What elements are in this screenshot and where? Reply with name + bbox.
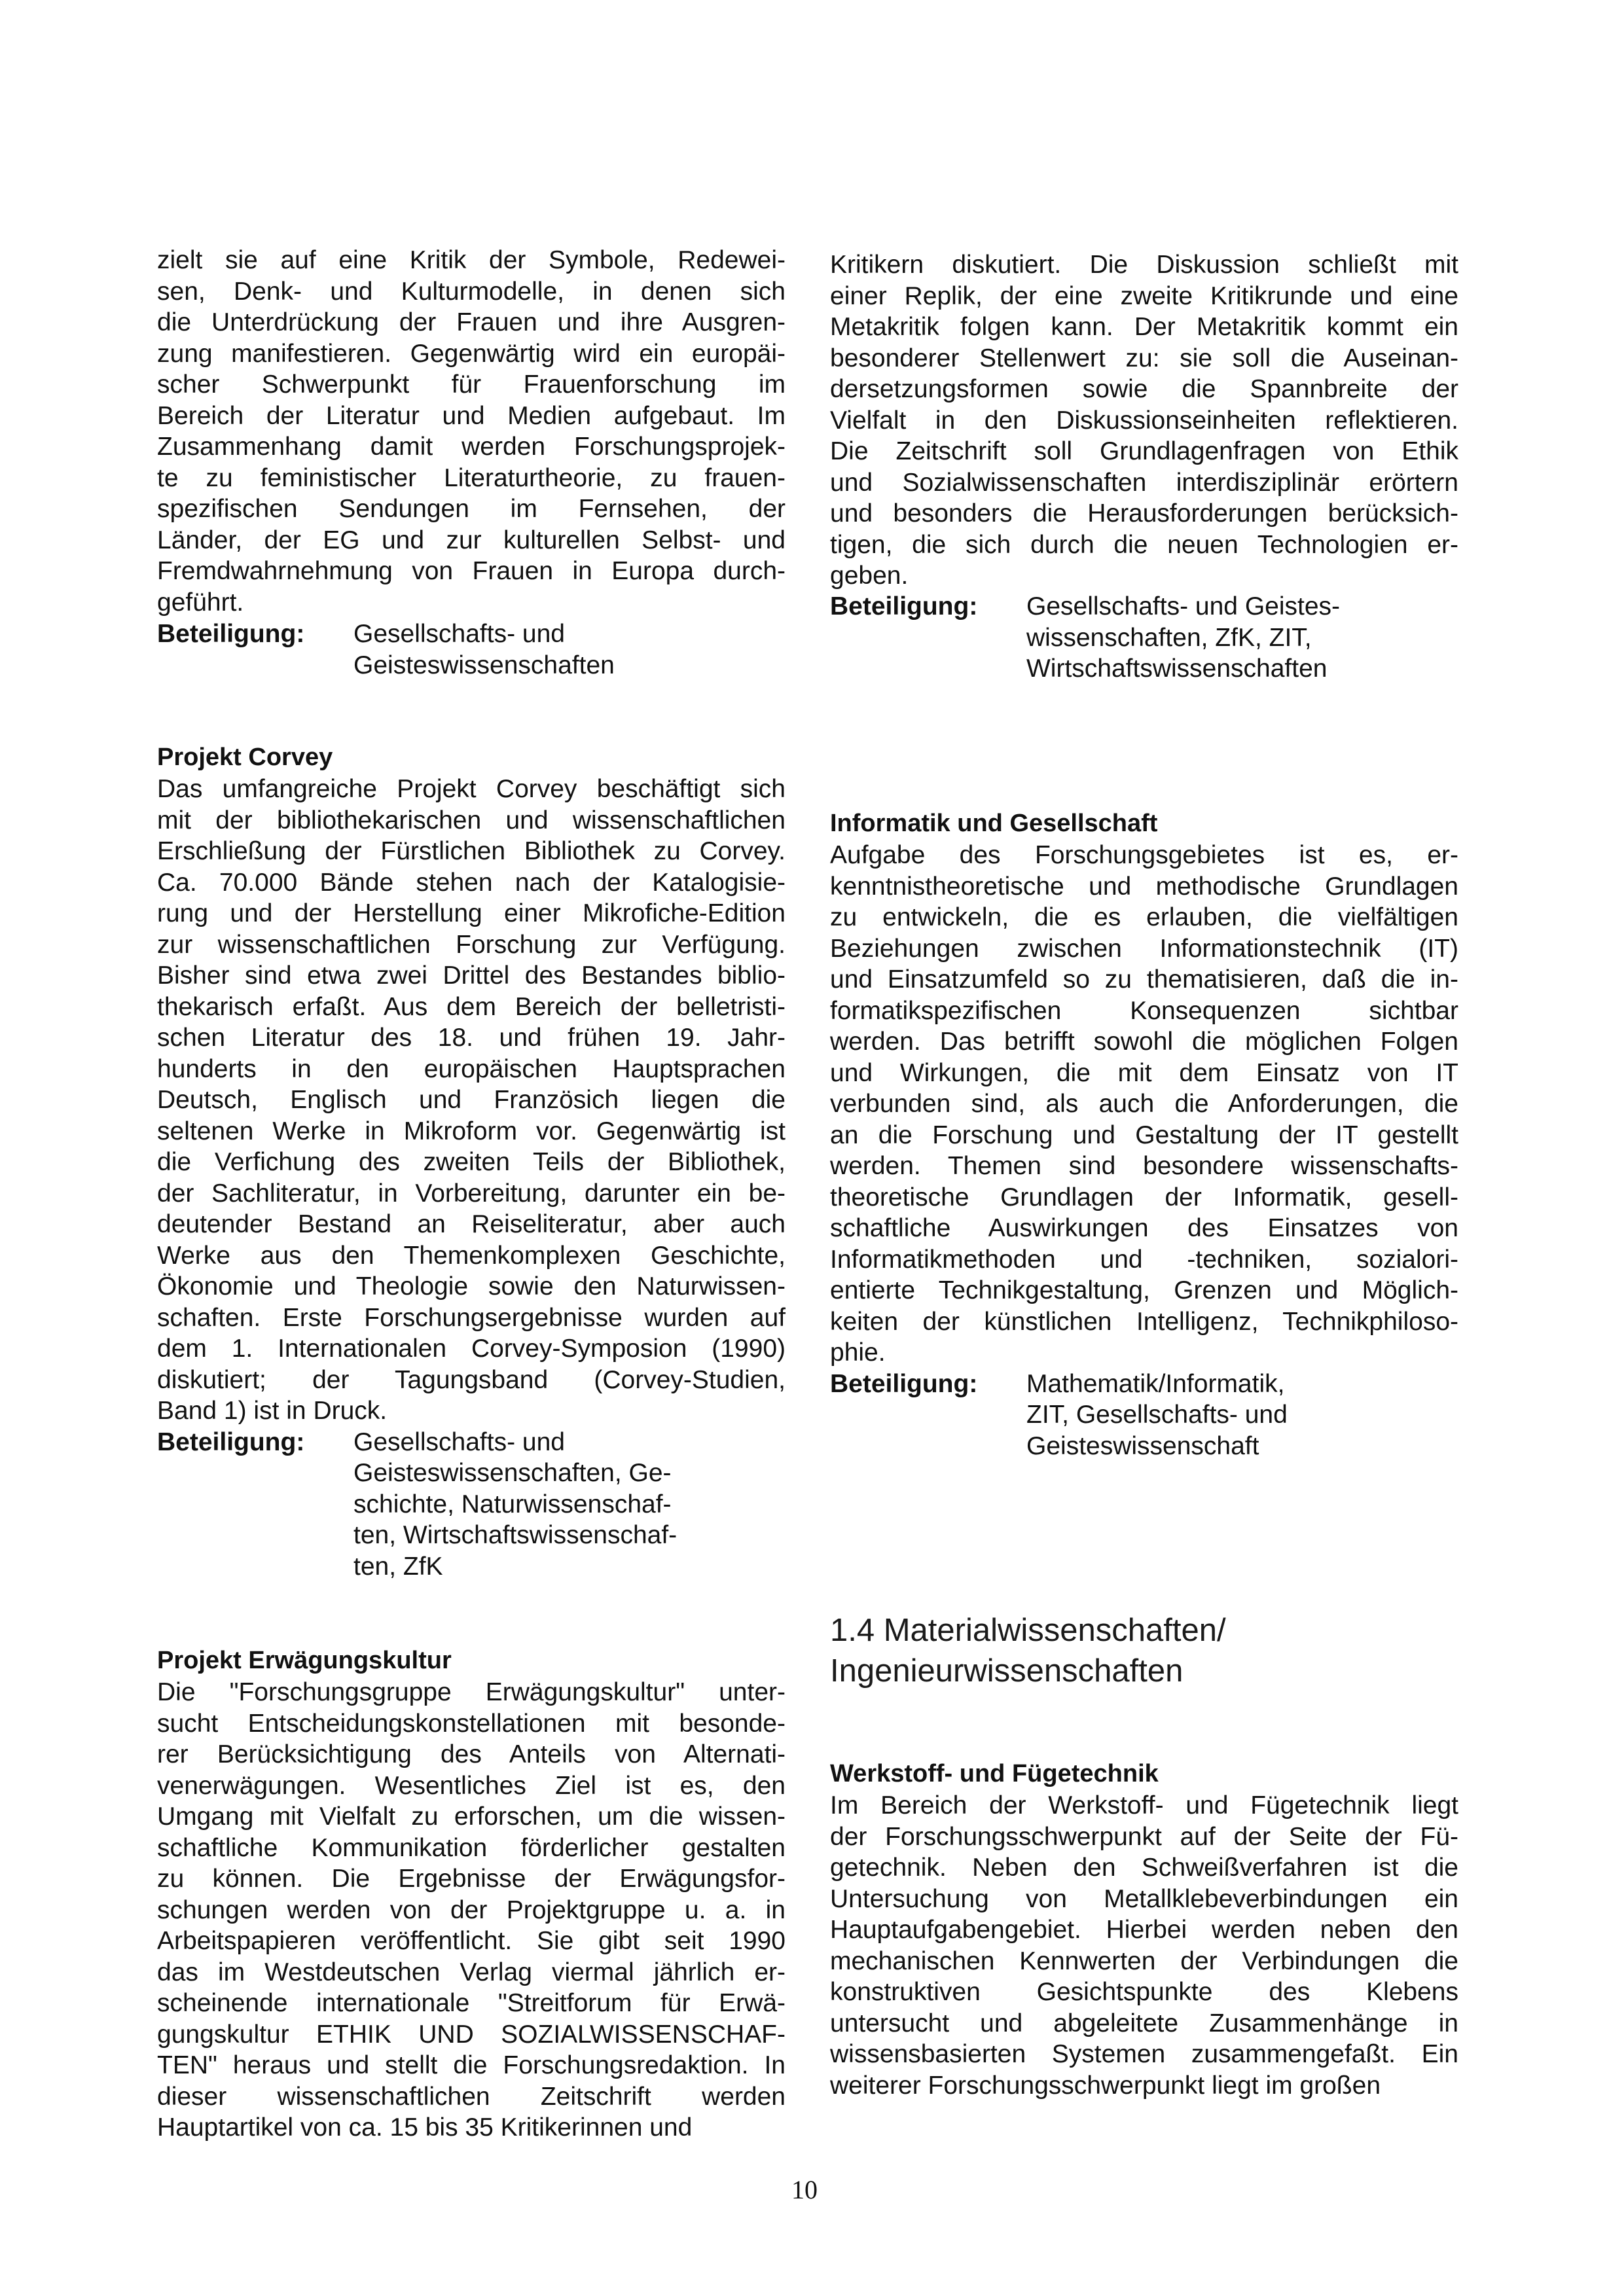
beteiligung-value-line: ZIT, Gesellschafts- und (1026, 1401, 1288, 1429)
text-line: Band 1) ist in Druck. (157, 1397, 388, 1425)
text-line: die Unterdrückung der Frauen und ihre Ausgren- (157, 308, 786, 336)
text-line: Das umfangreiche Projekt Corvey beschäftigt sich (157, 775, 786, 803)
text-line: mit der bibliothekarischen und wissenschaftlichen (157, 806, 786, 834)
text-line: phie. (830, 1338, 886, 1367)
text-line: tigen, die sich durch die neuen Technologien er- (830, 530, 1458, 559)
text-line: keiten der künstlichen Intelligenz, Technikphiloso- (830, 1307, 1458, 1336)
beteiligung-value-line: Mathematik/Informatik, (1026, 1369, 1285, 1398)
text-line: Die "Forschungsgruppe Erwägungskultur" unter- (157, 1678, 786, 1706)
text-line: Aufgabe des Forschungsgebietes ist es, er- (830, 841, 1458, 869)
text-line: sucht Entscheidungskonstellationen mit besonde- (157, 1709, 786, 1738)
text-line: zielt sie auf eine Kritik der Symbole, Redewei- (157, 246, 786, 274)
text-line: und Sozialwissenschaften interdisziplinär erörtern (830, 468, 1458, 497)
text-line: getechnik. Neben den Schweißverfahren ist die (830, 1854, 1458, 1882)
text-line: kenntnistheoretische und methodische Grundlagen (830, 872, 1458, 901)
text-line: der Forschungsschwerpunkt auf der Seite der Fü- (830, 1822, 1458, 1851)
text-line: zung manifestieren. Gegenwärtig wird ein europäi- (157, 339, 786, 368)
text-line: Länder, der EG und zur kulturellen Selbst- und (157, 526, 786, 554)
text-line: Untersuchung von Metallklebeverbindungen ein (830, 1884, 1458, 1913)
text-line: sen, Denk- und Kulturmodelle, in denen sich (157, 277, 786, 306)
projekt-erwaegung-heading: Projekt Erwägungskultur (157, 1647, 452, 1674)
text-line: mechanischen Kennwerten der Verbindungen die (830, 1946, 1458, 1975)
section-1-4-title (830, 1610, 1458, 1691)
text-line: dersetzungsformen sowie die Spannbreite der (830, 375, 1458, 403)
text-line: Hauptartikel von ca. 15 bis 35 Kritikerinnen und (157, 2113, 693, 2142)
beteiligung-values (353, 1427, 786, 1583)
text-line: geführt. (157, 588, 244, 617)
text-line: schaftliche Auswirkungen des Einsatzes von (830, 1214, 1458, 1242)
text-line: Zusammenhang damit werden Forschungsprojek- (157, 433, 786, 461)
text-line: Beziehungen zwischen Informationstechnik (IT) (830, 934, 1458, 963)
beteiligung-label: Beteiligung: (830, 592, 978, 620)
text-line: Hauptaufgabengebiet. Hierbei werden neben den (830, 1916, 1458, 1944)
projekt-erwaegung-body (157, 1677, 786, 2144)
text-line: schaftliche Kommunikation förderlicher gestalten (157, 1833, 786, 1862)
section-title-line-1: 1.4 Materialwissenschaften/ (830, 1613, 1226, 1648)
text-line: Fremdwahrnehmung von Frauen in Europa durch- (157, 557, 786, 585)
text-line: Erschließung der Fürstlichen Bibliothek zu Corvey. (157, 837, 786, 865)
text-line: Ca. 70.000 Bände stehen nach der Katalogisie- (157, 868, 786, 897)
text-line: hunderts in den europäischen Hauptsprachen (157, 1054, 786, 1083)
text-line: werden. Das betrifft sowohl die möglichen Folgen (830, 1028, 1458, 1056)
beteiligung-value-line: Gesellschafts- und (353, 620, 565, 648)
text-line: verbunden sind, als auch die Anforderungen, die (830, 1090, 1458, 1118)
text-line: Arbeitspapieren veröffentlicht. Sie gibt seit 1990 (157, 1927, 786, 1955)
werkstoff-section (830, 1757, 1458, 2101)
beteiligung-values (353, 619, 786, 681)
informatik-heading: Informatik und Gesellschaft (830, 810, 1158, 837)
text-line: spezifischen Sendungen im Fernsehen, der (157, 495, 786, 523)
text-line: Informatikmethoden und -techniken, sozialori- (830, 1245, 1458, 1274)
beteiligung-informatik (830, 1369, 1458, 1462)
projekt-corvey-body (157, 774, 786, 1427)
text-line: die Verfichung des zweiten Teils der Bibliothek, (157, 1148, 786, 1176)
beteiligung-value-line: Geisteswissenschaft (1026, 1431, 1259, 1460)
text-line: Bisher sind etwa zwei Drittel des Bestandes biblio- (157, 961, 786, 990)
text-line: theoretische Grundlagen der Informatik, gesell- (830, 1183, 1458, 1211)
beteiligung-label: Beteiligung: (157, 1427, 305, 1456)
beteiligung-intro-right (830, 591, 1458, 685)
text-line: schungen werden von der Projektgruppe u. a. in (157, 1895, 786, 1924)
text-line: te zu feministischer Literaturtheorie, zu frauen- (157, 463, 786, 492)
werkstoff-body (830, 1790, 1458, 2101)
beteiligung-value-line: schichte, Naturwissenschaf- (353, 1490, 672, 1518)
section-title-line-2: Ingenieurwissenschaften (830, 1653, 1184, 1689)
text-line: scheinende internationale "Streitforum für Erwä- (157, 1989, 786, 2017)
text-line: Ökonomie und Theologie sowie den Naturwissen- (157, 1272, 786, 1300)
text-line: zu können. Die Ergebnisse der Erwägungsfor- (157, 1865, 786, 1893)
text-line: Metakritik folgen kann. Der Metakritik kommt ein (830, 313, 1458, 341)
text-line: entierte Technikgestaltung, Grenzen und Möglich- (830, 1276, 1458, 1304)
text-line: Die Zeitschrift soll Grundlagenfragen von Ethik (830, 437, 1458, 465)
text-line: wissensbasierten Systemen zusammengefaßt. Ein (830, 2040, 1458, 2068)
text-line: Werke aus den Themenkomplexen Geschichte, (157, 1241, 786, 1270)
beteiligung-value-line: ten, Wirtschaftswissenschaf- (353, 1521, 678, 1549)
beteiligung-values (1026, 591, 1458, 685)
text-line: formatikspezifischen Konsequenzen sichtbar (830, 996, 1458, 1025)
text-line: rer Berücksichtigung des Anteils von Alternati- (157, 1740, 786, 1768)
text-line: dem 1. Internationalen Corvey-Symposion (1990) (157, 1335, 786, 1363)
text-line: zur wissenschaftlichen Forschung zur Verfügung. (157, 930, 786, 959)
text-line: besonderer Stellenwert zu: sie soll die Auseinan- (830, 344, 1458, 372)
text-line: Vielfalt in den Diskussionseinheiten reflektieren. (830, 406, 1458, 435)
beteiligung-value-line: Geisteswissenschaften, Ge- (353, 1459, 672, 1487)
text-line: konstruktiven Gesichtspunkte des Klebens (830, 1978, 1458, 2006)
beteiligung-value-line: wissenschaften, ZfK, ZIT, (1026, 623, 1312, 652)
intro-paragraph-right (830, 249, 1458, 592)
intro-paragraph-left (157, 245, 786, 618)
text-line: seltenen Werke in Mikroform vor. Gegenwärtig ist (157, 1117, 786, 1145)
informatik-section (830, 807, 1458, 1462)
text-line: dieser wissenschaftlichen Zeitschrift werden (157, 2082, 786, 2111)
projekt-corvey-heading: Projekt Corvey (157, 744, 333, 771)
text-line: Deutsch, Englisch und Französich liegen die (157, 1086, 786, 1114)
text-line: Kritikern diskutiert. Die Diskussion schließt mit (830, 251, 1458, 279)
text-line: untersucht und abgeleitete Zusammenhänge in (830, 2009, 1458, 2037)
beteiligung-value-line: ten, ZfK (353, 1552, 443, 1581)
beteiligung-values (1026, 1369, 1458, 1462)
text-line: werden. Themen sind besondere wissenschafts- (830, 1152, 1458, 1180)
beteiligung-value-line: Wirtschaftswissenschaften (1026, 655, 1328, 683)
beteiligung-intro-left (157, 619, 786, 681)
text-line: an die Forschung und Gestaltung der IT gestellt (830, 1121, 1458, 1149)
beteiligung-value-line: Geisteswissenschaften (353, 651, 615, 679)
text-line: und Einsatzumfeld so zu thematisieren, daß die in- (830, 965, 1458, 994)
text-line: schen Literatur des 18. und frühen 19. Jahr- (157, 1024, 786, 1052)
text-line: und besonders die Herausforderungen berücksich- (830, 499, 1458, 528)
text-line: und Wirkungen, die mit dem Einsatz von IT (830, 1058, 1458, 1087)
text-line: gungskultur ETHIK UND SOZIALWISSENSCHAF- (157, 2020, 786, 2049)
text-line: Umgang mit Vielfalt zu erforschen, um die wissen- (157, 1803, 786, 1831)
projekt-corvey-section (157, 741, 786, 1582)
beteiligung-value-line: Gesellschafts- und (353, 1427, 565, 1456)
text-line: einer Replik, der eine zweite Kritikrunde und eine (830, 281, 1458, 310)
beteiligung-value-line: Gesellschafts- und Geistes- (1026, 592, 1341, 620)
text-line: schaften. Erste Forschungsergebnisse wurden auf (157, 1303, 786, 1332)
text-line: geben. (830, 562, 909, 590)
text-line: venerwägungen. Wesentliches Ziel ist es, den (157, 1771, 786, 1800)
projekt-erwaegung-section (157, 1644, 786, 2144)
text-line: thekarisch erfaßt. Aus dem Bereich der belletristi- (157, 992, 786, 1021)
text-line: TEN" heraus und stellt die Forschungsredaktion. In (157, 2051, 786, 2079)
page-number: 10 (791, 2175, 818, 2204)
beteiligung-label: Beteiligung: (157, 620, 305, 648)
text-line: der Sachliteratur, in Vorbereitung, darunter ein be- (157, 1179, 786, 1208)
beteiligung-label: Beteiligung: (830, 1369, 978, 1398)
text-line: deutender Bestand an Reiseliteratur, aber auch (157, 1210, 786, 1238)
text-line: diskutiert; der Tagungsband (Corvey-Studien, (157, 1365, 786, 1394)
text-line: weiterer Forschungsschwerpunkt liegt im großen (830, 2071, 1381, 2100)
text-line: rung und der Herstellung einer Mikrofiche-Edition (157, 899, 786, 927)
text-line: das im Westdeutschen Verlag viermal jährlich er- (157, 1958, 786, 1986)
text-line: scher Schwerpunkt für Frauenforschung im (157, 370, 786, 399)
beteiligung-corvey (157, 1427, 786, 1583)
werkstoff-heading: Werkstoff- und Fügetechnik (830, 1760, 1159, 1787)
informatik-body (830, 840, 1458, 1369)
text-line: Bereich der Literatur und Medien aufgebaut. Im (157, 401, 786, 430)
text-line: zu entwickeln, die es erlauben, die vielfältigen (830, 903, 1458, 931)
text-line: Im Bereich der Werkstoff- und Fügetechnik liegt (830, 1791, 1458, 1820)
